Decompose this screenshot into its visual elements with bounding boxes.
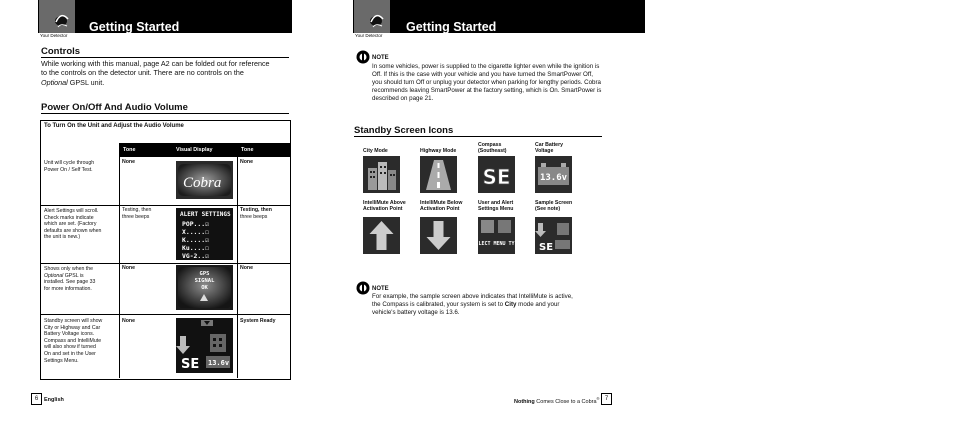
icon-label-line: User and Alert xyxy=(478,200,514,206)
row1-tone: None xyxy=(122,159,135,165)
alert-item-k: K.....☑ xyxy=(182,236,209,244)
cobra-logo-text: Cobra xyxy=(183,175,222,191)
icon-label-sample xyxy=(535,200,572,212)
note-line: described on page 21. xyxy=(372,95,434,103)
left-header-title: Getting Started xyxy=(89,20,180,34)
power-heading: Power On/Off And Audio Volume xyxy=(41,102,188,113)
note2-line-2: the Compass is calibrated, your system is set to City mode and your xyxy=(372,301,560,309)
icon-label-intellimute-above xyxy=(363,200,406,212)
alert-settings-list xyxy=(182,220,209,260)
row1-tone-2: None xyxy=(240,159,253,165)
cobra-head-icon xyxy=(39,0,75,33)
controls-optional: Optional xyxy=(41,77,68,87)
note-line: you should turn Off or unplug your detector when parking for lengthy periods. Cobra xyxy=(372,79,601,87)
compass-icon-text: SE xyxy=(482,165,511,189)
city-icon xyxy=(210,334,226,352)
icon-label-user-alert xyxy=(478,200,513,212)
icon-label-intellimute-below xyxy=(420,200,462,212)
row3-tone-2: None xyxy=(240,265,253,271)
icon-label-line: Sample Screen xyxy=(535,200,573,206)
footer-slogan-rest: Comes Close to a Cobra xyxy=(534,398,597,405)
controls-line-1: While working with this manual, page A2 can be folded out for reference xyxy=(41,59,270,68)
col-header-display: Visual Display xyxy=(176,147,213,153)
right-footer-slogan xyxy=(514,396,599,405)
row-line-3 xyxy=(40,314,290,315)
row4-tone-2: System Ready xyxy=(240,318,276,324)
left-page-lang: English xyxy=(44,397,64,403)
row3-desc-line: for more information. xyxy=(44,285,92,292)
controls-heading: Controls xyxy=(41,46,81,57)
row1-desc-line: Power On / Self Test. xyxy=(44,166,93,173)
icon-label-line: (See note) xyxy=(535,206,561,212)
menu-icon xyxy=(472,217,521,254)
footer-registered: ® xyxy=(596,396,600,401)
icon-label-city: City Mode xyxy=(363,148,388,154)
gps-line-1: GPS xyxy=(199,271,210,277)
row3-display xyxy=(176,265,233,310)
arrow-up-icon xyxy=(363,217,400,254)
col-header-tone: Tone xyxy=(123,147,136,153)
arrow-down-icon xyxy=(420,217,457,254)
row3-tone: None xyxy=(122,265,135,271)
right-header-logo xyxy=(354,0,390,33)
alert-item-x: X.....☐ xyxy=(182,228,209,236)
note2-line-3: vehicle's battery voltage is 13.6. xyxy=(372,309,460,317)
col-header-tone-2: Tone xyxy=(241,147,254,153)
note-label: NOTE xyxy=(372,55,389,61)
icon-label-line: IntelliMute Below xyxy=(420,200,463,206)
controls-line-3-rest: GPSL unit. xyxy=(67,77,105,87)
right-header-bar xyxy=(353,0,645,33)
controls-line-3 xyxy=(41,78,291,87)
note2-icon xyxy=(356,281,370,300)
controls-line-2: to the controls on the detector unit. There are no controls on the xyxy=(41,68,244,78)
icon-label-line: Activation Point xyxy=(363,206,403,212)
compass-text: SE xyxy=(181,357,200,372)
cobra-head-icon xyxy=(354,0,390,33)
cobra-logo-display xyxy=(176,161,233,199)
row4-desc-line: Standby screen will show xyxy=(44,318,103,324)
menu-icon-text: SELECT MENU TYPE xyxy=(472,241,521,247)
alert-item-pop: POP...☑ xyxy=(182,220,209,228)
col-line-1 xyxy=(119,143,120,378)
row4-tone: None xyxy=(122,318,135,324)
row2-desc-line: defaults are shown when xyxy=(44,227,102,234)
col-line-2 xyxy=(237,143,238,378)
row2-tone-2 xyxy=(240,207,272,220)
icon-label-line: Car Battery xyxy=(535,142,563,148)
alert-item-vg2: VG-2..☑ xyxy=(182,252,209,260)
row3-desc xyxy=(44,266,95,292)
left-page-number: 6 xyxy=(31,393,42,405)
row2-tone-line: three beeps xyxy=(122,213,150,220)
note-line: Off. If this is the case with your vehicle and you have turned the SmartPower Off, xyxy=(372,71,593,79)
row2-display xyxy=(176,208,233,260)
right-header-sub: Your Detector xyxy=(355,33,383,38)
city-mode-icon xyxy=(363,156,400,193)
row4-desc-line: Battery Voltage icons. xyxy=(44,331,95,338)
compass-icon xyxy=(478,156,515,193)
note-line: In some vehicles, power is supplied to the cigarette lighter even while the ignition is xyxy=(372,63,600,70)
right-header-title: Getting Started xyxy=(406,20,497,34)
gps-line-3: OK xyxy=(201,285,208,291)
controls-text xyxy=(41,59,291,87)
gps-display xyxy=(176,265,233,310)
row-line-2 xyxy=(40,263,290,264)
right-page-number: 7 xyxy=(601,393,612,405)
row2-desc xyxy=(44,208,101,241)
note2-label: NOTE xyxy=(372,286,389,292)
row3-desc-line: Optional GPSL is xyxy=(44,272,84,279)
left-header-logo xyxy=(39,0,75,33)
icon-label-line: Compass xyxy=(478,142,502,148)
note-line: recommends leaving SmartPower at the factory setting, which is On. SmartPower is xyxy=(372,87,602,95)
arrow-down-icon xyxy=(176,336,190,354)
highway-mode-icon xyxy=(420,156,457,193)
icon-label-line: Activation Point xyxy=(420,206,460,212)
icon-label-line: (Southeast) xyxy=(478,148,507,154)
icon-label-battery xyxy=(535,142,563,154)
row4-desc-line: will also show if turned xyxy=(44,344,96,351)
row4-desc-line: On and set in the User xyxy=(44,350,96,357)
table-title: To Turn On the Unit and Adjust the Audio Volume xyxy=(44,123,184,129)
row3-desc-line: Shows only when the xyxy=(44,266,94,272)
standby-rule xyxy=(354,136,602,137)
icon-label-line: Settings Menu xyxy=(478,206,514,212)
standby-display xyxy=(176,318,233,373)
power-rule xyxy=(41,113,289,114)
row4-desc-line: Settings Menu. xyxy=(44,357,79,364)
footer-nothing: Nothing xyxy=(514,398,535,405)
note-icon xyxy=(356,50,370,69)
gps-line-2: SIGNAL xyxy=(194,278,215,284)
icon-label-compass xyxy=(478,142,507,154)
row2-tone-line: Testing, then xyxy=(122,207,152,213)
icon-label-highway: Highway Mode xyxy=(420,148,457,154)
row2-tone xyxy=(122,207,151,220)
row3-desc-line: installed. See page 33 xyxy=(44,279,96,286)
row2-desc-line: which are set. (Factory xyxy=(44,221,97,228)
icon-label-line: IntelliMute Above xyxy=(363,200,406,206)
row1-desc-line: Unit will cycle through xyxy=(44,160,95,166)
note2-body xyxy=(372,293,647,317)
row2-desc-line: Alert Settings will scroll. xyxy=(44,208,99,214)
standby-heading: Standby Screen Icons xyxy=(354,125,454,136)
row2-tone2-line: Testing, then xyxy=(240,207,272,213)
row2-desc-line: Check marks indicate xyxy=(44,214,94,221)
battery-icon xyxy=(535,156,572,193)
row4-desc-line: Compass and IntelliMute xyxy=(44,337,102,344)
left-header-sub: Your Detector xyxy=(40,33,68,38)
row4-display xyxy=(176,318,233,373)
note-body xyxy=(372,63,647,103)
icon-label-line: Voltage xyxy=(535,148,554,154)
row4-desc xyxy=(44,318,102,364)
row-line-1 xyxy=(40,205,290,206)
row1-display xyxy=(176,161,233,199)
row1-desc xyxy=(44,160,94,173)
alert-item-ku: Ku....☐ xyxy=(182,244,209,252)
battery-voltage-text: 13.6v xyxy=(208,359,230,367)
controls-rule xyxy=(41,57,289,58)
row4-desc-line: City or Highway and Car xyxy=(44,324,101,331)
sample-compass-text: SE xyxy=(539,242,554,253)
sample-screen-icon xyxy=(535,217,572,254)
note2-line-1: For example, the sample screen above indicates that IntelliMute is active, xyxy=(372,293,573,300)
row2-desc-line: the unit is new.) xyxy=(44,234,81,241)
row2-tone2-line: three beeps xyxy=(240,213,268,220)
battery-icon-text: 13.6v xyxy=(539,173,568,183)
alert-settings-title: ALERT SETTINGS xyxy=(180,211,231,218)
